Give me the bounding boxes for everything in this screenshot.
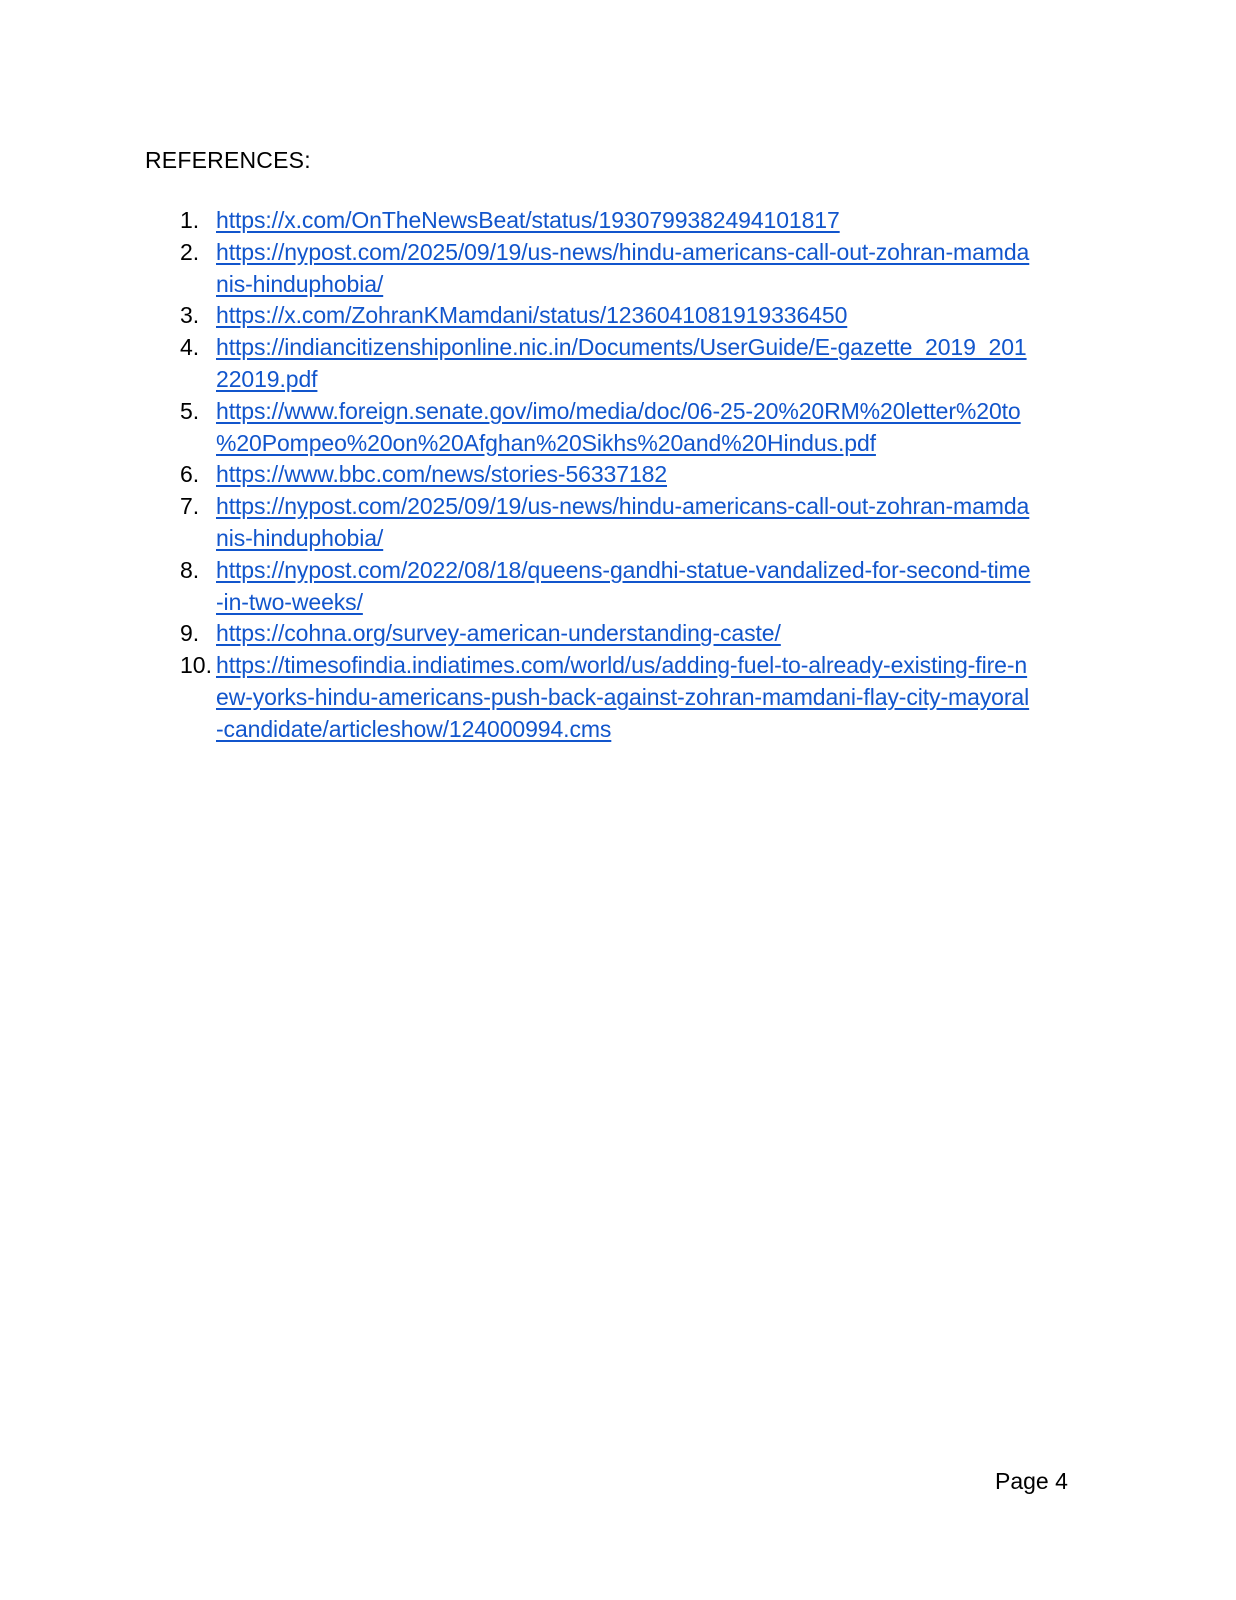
- reference-link[interactable]: [216, 555, 1076, 619]
- page-number: Page 4: [995, 1468, 1068, 1494]
- reference-number: 3.: [180, 302, 200, 329]
- reference-link-line[interactable]: https://indiancitizenshiponline.nic.in/Documents/UserGuide/E-gazette_2019_201: [216, 334, 1027, 361]
- references-list: [0, 205, 1236, 746]
- reference-link-line[interactable]: 22019.pdf: [216, 365, 318, 392]
- reference-link-line[interactable]: https://x.com/OnTheNewsBeat/status/1930799382494101817: [216, 207, 840, 233]
- reference-link[interactable]: [216, 396, 1076, 460]
- reference-number: 2.: [180, 238, 200, 265]
- reference-link[interactable]: [216, 459, 1076, 491]
- reference-link[interactable]: [216, 491, 1076, 555]
- reference-link-line[interactable]: nis-hinduphobia/: [216, 524, 384, 551]
- reference-link[interactable]: [216, 237, 1076, 301]
- reference-link-line[interactable]: https://www.foreign.senate.gov/imo/media/doc/06-25-20%20RM%20letter%20to: [216, 397, 1021, 424]
- reference-link-line[interactable]: https://nypost.com/2022/08/18/queens-gandhi-statue-vandalized-for-second-time: [216, 556, 1031, 583]
- reference-link-line[interactable]: https://www.bbc.com/news/stories-56337182: [216, 461, 668, 488]
- reference-item: [0, 300, 1236, 332]
- reference-number: 8.: [180, 556, 200, 583]
- reference-item: [0, 237, 1236, 301]
- reference-link-line[interactable]: -in-two-weeks/: [216, 588, 363, 615]
- reference-link[interactable]: [216, 650, 1076, 745]
- reference-link[interactable]: [216, 300, 1076, 332]
- reference-item: [0, 555, 1236, 619]
- reference-number: 9.: [180, 620, 200, 647]
- reference-link[interactable]: [216, 332, 1076, 396]
- reference-link-line[interactable]: https://cohna.org/survey-american-understanding-caste/: [216, 620, 781, 647]
- reference-item: [0, 459, 1236, 491]
- reference-number: 5.: [180, 397, 200, 424]
- reference-item: [0, 650, 1236, 745]
- reference-link-line[interactable]: https://x.com/ZohranKMamdani/status/1236041081919336450: [216, 302, 848, 329]
- reference-item: [0, 332, 1236, 396]
- reference-number: 6.: [180, 461, 200, 488]
- reference-link-line[interactable]: %20Pompeo%20on%20Afghan%20Sikhs%20and%20Hindus.pdf: [216, 429, 876, 456]
- reference-link-line[interactable]: -candidate/articleshow/124000994.cms: [216, 715, 612, 742]
- reference-number: 4.: [180, 334, 200, 361]
- references-heading: REFERENCES:: [145, 147, 311, 173]
- reference-link-line[interactable]: nis-hinduphobia/: [216, 270, 384, 297]
- reference-number: 10.: [180, 652, 212, 679]
- reference-link[interactable]: [216, 618, 1076, 650]
- reference-link-line[interactable]: https://nypost.com/2025/09/19/us-news/hindu-americans-call-out-zohran-mamda: [216, 238, 1030, 265]
- reference-link-line[interactable]: https://timesofindia.indiatimes.com/world/us/adding-fuel-to-already-existing-fire-n: [216, 652, 1028, 679]
- reference-link-line[interactable]: https://nypost.com/2025/09/19/us-news/hindu-americans-call-out-zohran-mamda: [216, 493, 1030, 520]
- reference-item: [0, 205, 1236, 237]
- reference-link-line[interactable]: ew-yorks-hindu-americans-push-back-against-zohran-mamdani-flay-city-mayoral: [216, 683, 1030, 710]
- reference-number: 1.: [180, 207, 200, 233]
- reference-item: [0, 618, 1236, 650]
- reference-item: [0, 396, 1236, 460]
- reference-link[interactable]: [216, 205, 1076, 237]
- reference-item: [0, 491, 1236, 555]
- reference-number: 7.: [180, 493, 200, 520]
